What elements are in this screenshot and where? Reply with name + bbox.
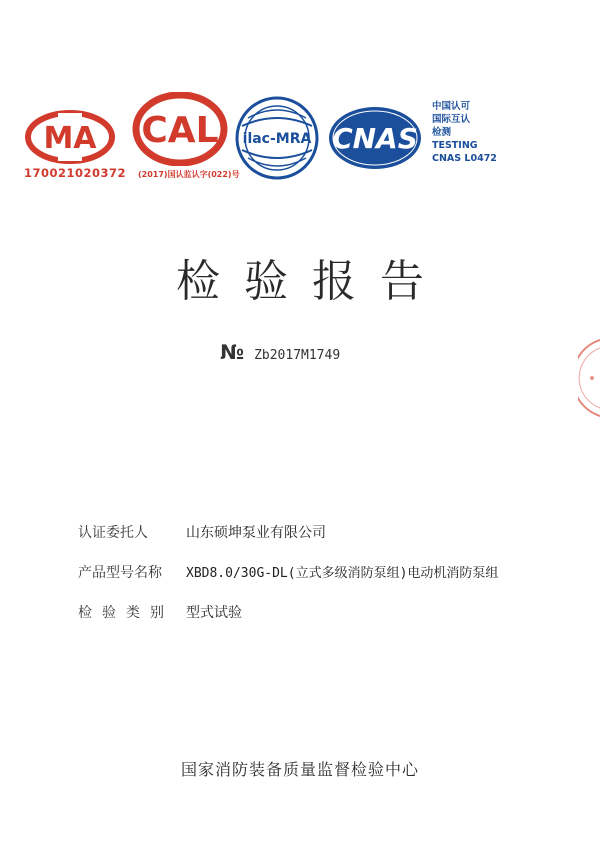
cnas-logo bbox=[326, 104, 424, 172]
cal-logo-text: CAL bbox=[141, 110, 219, 151]
ilac-mra-logo-text: ilac-MRA bbox=[242, 131, 312, 147]
partial-seal-stamp bbox=[578, 338, 600, 422]
field-label-product: 产品型号名称 bbox=[78, 565, 162, 581]
cnas-line-2: 国际互认 bbox=[432, 114, 471, 125]
field-row-product bbox=[78, 562, 498, 602]
certification-logos bbox=[20, 92, 590, 184]
cnas-line-4: TESTING bbox=[432, 140, 478, 151]
number-symbol: № bbox=[220, 340, 245, 364]
field-label-inspection-type: 检验类别 bbox=[78, 605, 174, 621]
field-row-client bbox=[78, 522, 498, 562]
report-title: 检验报告 bbox=[176, 256, 448, 307]
ilac-mra-logo bbox=[232, 96, 322, 180]
issuing-organization: 国家消防装备质量监督检验中心 bbox=[180, 760, 419, 779]
cma-logo bbox=[25, 110, 115, 164]
field-value-inspection-type: 型式试验 bbox=[186, 605, 242, 621]
cnas-line-1: 中国认可 bbox=[432, 101, 471, 112]
report-number bbox=[220, 340, 340, 364]
cma-number: 170021020372 bbox=[24, 166, 127, 180]
report-number-value: Zb2017M1749 bbox=[254, 348, 341, 363]
field-row-inspection-type bbox=[78, 602, 498, 642]
report-fields bbox=[78, 522, 498, 642]
field-value-product: XBD8.0/30G-DL(立式多级消防泵组)电动机消防泵组 bbox=[186, 566, 499, 581]
cal-number: (2017)国认监认字(022)号 bbox=[138, 170, 240, 179]
cnas-accreditation-text bbox=[432, 100, 497, 165]
cal-logo bbox=[132, 92, 228, 166]
cma-logo-text: MA bbox=[43, 121, 97, 156]
cnas-line-5: CNAS L0472 bbox=[432, 153, 497, 164]
cnas-logo-text: CNAS bbox=[332, 122, 418, 155]
field-label-client: 认证委托人 bbox=[78, 525, 148, 541]
cnas-line-3: 检测 bbox=[432, 127, 452, 138]
field-value-client: 山东硕坤泵业有限公司 bbox=[186, 525, 326, 541]
